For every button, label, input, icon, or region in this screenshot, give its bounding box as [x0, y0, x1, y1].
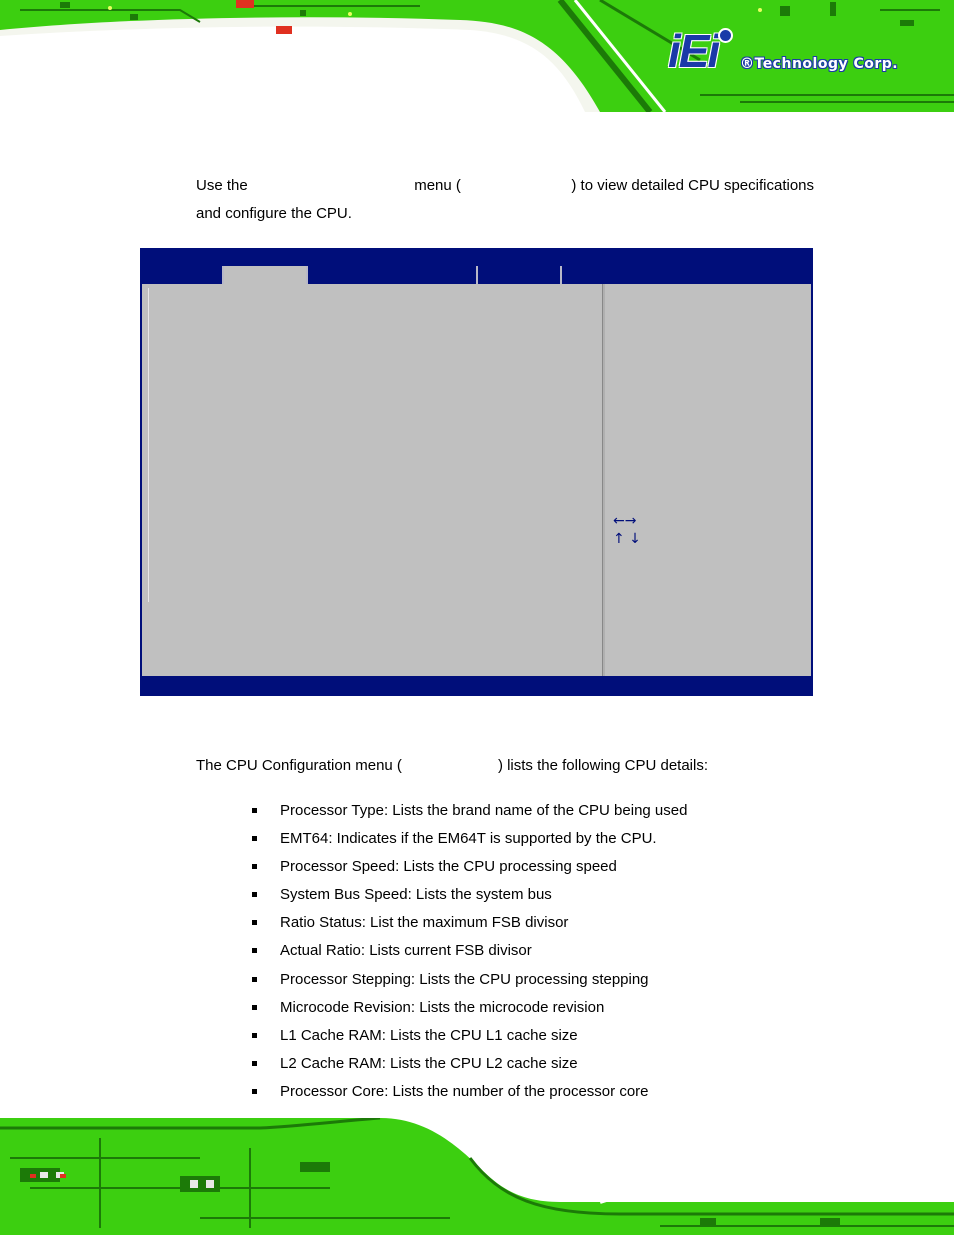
description-text-1: The CPU Configuration menu (: [196, 757, 402, 774]
logo-mark: iEi: [668, 25, 719, 77]
bios-tab-3: [308, 266, 478, 284]
logo-dot-icon: [718, 28, 733, 43]
list-item: [252, 853, 687, 881]
bios-main-content: [148, 288, 601, 602]
bios-title-bar: [140, 248, 813, 266]
list-item: [252, 825, 687, 853]
list-item-text: L1 Cache RAM: Lists the CPU L1 cache size: [280, 1026, 578, 1044]
list-item-text: Processor Speed: Lists the CPU processing speed: [280, 858, 617, 876]
list-item-text: Processor Type: Lists the brand name of the CPU being used: [280, 802, 688, 819]
bullet-icon: [252, 892, 257, 897]
list-item: [252, 1050, 687, 1078]
list-item-text: Processor Stepping: Lists the CPU processing stepping: [280, 970, 649, 988]
bios-tab-1: [140, 266, 224, 284]
bullet-icon: [252, 948, 257, 953]
description-paragraph: [196, 752, 708, 780]
list-item: [252, 1022, 687, 1050]
list-item: [252, 909, 687, 937]
list-item-text: System Bus Speed: Lists the system bus: [280, 886, 552, 904]
intro-gap-1: [256, 172, 406, 200]
list-item-text: L2 Cache RAM: Lists the CPU L2 cache size: [280, 1054, 578, 1072]
bullet-icon: [252, 1061, 257, 1066]
page-header-banner: [0, 0, 954, 112]
list-item: [252, 966, 687, 994]
bios-help-panel: [605, 284, 811, 676]
bullet-icon: [252, 864, 257, 869]
bullet-icon: [252, 920, 257, 925]
bios-tab-4: [478, 266, 562, 284]
list-item-text: Ratio Status: List the maximum FSB divisor: [280, 914, 569, 932]
bios-tab-active: [224, 266, 308, 284]
list-item: [252, 797, 687, 825]
bullet-icon: [252, 808, 257, 813]
page-footer-banner: [0, 1118, 954, 1235]
intro-text-2: menu (: [414, 177, 461, 194]
list-item: [252, 1078, 687, 1106]
list-item: [252, 937, 687, 965]
left-right-arrow-icon: ←→: [613, 513, 637, 529]
circuit-board-footer-art: [0, 1118, 954, 1235]
list-item-text: Actual Ratio: Lists current FSB divisor: [280, 942, 532, 960]
bios-screen-figure: [140, 248, 813, 696]
description-text-2: ) lists the following CPU details:: [497, 757, 709, 774]
intro-paragraph: [196, 172, 814, 228]
bullet-icon: [252, 977, 257, 982]
bullet-icon: [252, 1005, 257, 1010]
list-item: [252, 994, 687, 1022]
intro-gap-2: [469, 172, 563, 200]
intro-line-2: and configure the CPU.: [196, 205, 352, 222]
list-item-text: Microcode Revision: Lists the microcode revision: [280, 998, 605, 1016]
bios-menu-tabs: [140, 266, 813, 284]
logo-text: ®Technology Corp.: [740, 56, 899, 72]
list-item-text: EMT64: Indicates if the EM64T is supported by the CPU.: [280, 830, 657, 848]
bullet-icon: [252, 1089, 257, 1094]
list-item: [252, 881, 687, 909]
list-item-text: Processor Core: Lists the number of the processor core: [280, 1082, 649, 1100]
bullet-icon: [252, 836, 257, 841]
intro-text-3: ) to view detailed CPU specifications: [571, 177, 814, 194]
cpu-details-list: [252, 797, 687, 1106]
bios-status-bar: [140, 678, 813, 696]
intro-line-1: [196, 172, 814, 200]
bullet-icon: [252, 1033, 257, 1038]
up-down-arrow-icon: ↑ ↓: [613, 531, 641, 547]
intro-text-1: Use the: [196, 177, 248, 194]
bios-main-panel: [142, 284, 602, 676]
company-logo: [668, 26, 948, 82]
